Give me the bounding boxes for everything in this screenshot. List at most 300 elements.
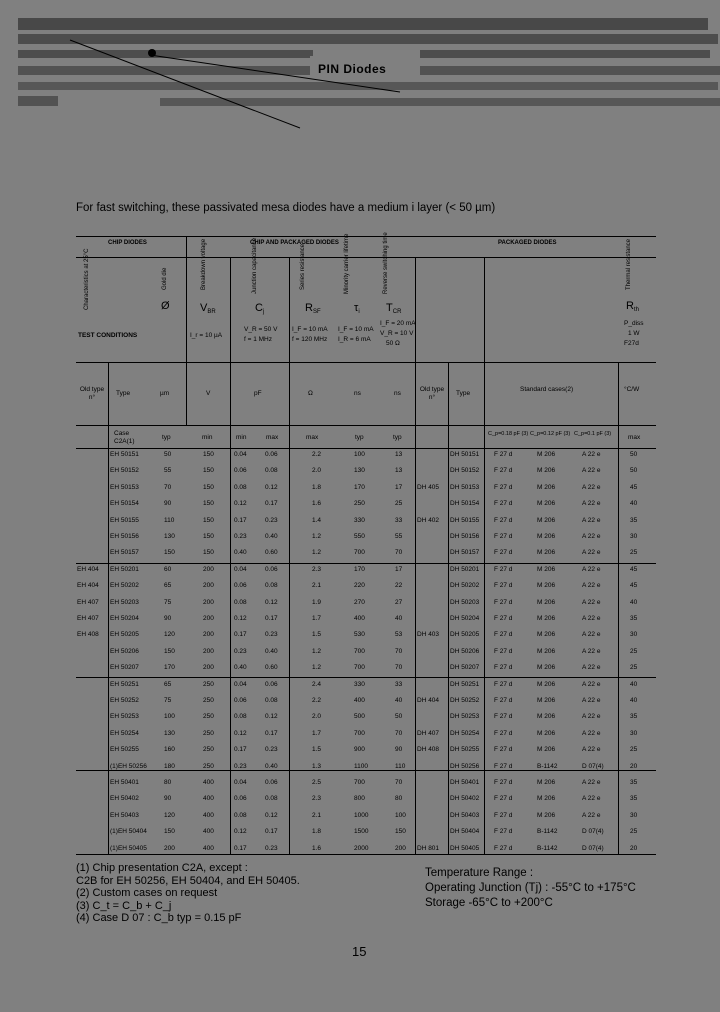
cell-cj-min: 0.08 (234, 811, 247, 819)
cell-rsf: 1.5 (312, 746, 322, 754)
cell-tcr: 13 (395, 451, 403, 458)
cell-case-2: M 206 (537, 565, 556, 573)
cell-type: EH 50201 (110, 565, 139, 573)
cell-rth: 40 (630, 697, 638, 704)
cell-type: EH 50151 (110, 451, 139, 458)
cell-tcr: 33 (395, 680, 403, 688)
thermal-header: Thermal resistance (626, 238, 632, 290)
cell-tcr: 90 (395, 746, 403, 754)
cell-case-3: A 22 e (582, 713, 601, 721)
cell-pkg-type: DH 50405 (450, 844, 480, 852)
cell-diameter: 100 (164, 713, 175, 721)
cell-pkg-type: DH 50156 (450, 533, 480, 540)
cell-diameter: 130 (164, 729, 175, 737)
cell-cj-min: 0.17 (234, 844, 247, 852)
cell-old-type: EH 404 (77, 582, 99, 590)
cell-rth: 30 (630, 729, 638, 737)
cell-vbr: 250 (203, 729, 214, 737)
cp-label-3: C_p=0.1 pF (3) (574, 431, 612, 437)
cell-case-2: B-1142 (537, 828, 558, 836)
cell-case-2: M 206 (537, 598, 556, 606)
cell-case-2: M 206 (537, 811, 556, 819)
cell-rsf: 1.9 (312, 598, 322, 606)
min-label-1: min (202, 434, 213, 441)
cell-tau: 170 (354, 483, 365, 491)
cell-vbr: 150 (203, 516, 214, 524)
cell-tcr: 150 (395, 828, 406, 836)
cell-tau: 500 (354, 713, 365, 721)
cell-rth: 25 (630, 647, 638, 655)
cell-type: EH 50254 (110, 729, 139, 737)
cell-tcr: 13 (395, 467, 403, 475)
cell-case-1: F 27 d (494, 680, 513, 688)
footnote-1: (1) Chip presentation C2A, except : (76, 862, 248, 874)
cell-case-3: A 22 e (582, 598, 601, 606)
cell-tcr: 40 (395, 697, 403, 704)
cell-case-2: M 206 (537, 615, 556, 622)
cell-diameter: 80 (164, 779, 172, 786)
cell-vbr: 200 (203, 565, 214, 573)
cell-rsf: 2.5 (312, 779, 322, 786)
cell-rsf: 2.0 (312, 713, 322, 721)
footnote-3: (3) C_t = C_b + C_j (76, 899, 172, 912)
cell-case-1: F 27 d (494, 500, 513, 508)
cell-cj-max: 0.12 (265, 713, 278, 721)
cell-vbr: 150 (203, 500, 214, 508)
cell-pkg-type: DH 50254 (450, 729, 480, 737)
unit-pf: pF (254, 390, 262, 397)
cell-case-2: M 206 (537, 664, 556, 672)
cell-cj-min: 0.17 (234, 631, 247, 639)
col-sep-pkg (484, 257, 485, 854)
cell-case-1: F 27 d (494, 828, 513, 836)
cell-type: (1)EH 50256 (110, 762, 147, 770)
cell-cj-max: 0.17 (265, 500, 278, 508)
cell-case-1: F 27 d (494, 647, 513, 655)
cell-pkg-type: DH 50152 (450, 467, 480, 475)
reverse-header: Reverse switching time (383, 232, 389, 294)
cell-rth: 50 (630, 451, 638, 458)
characteristics-header: Characteristics at 25°C (84, 248, 90, 310)
cell-rth: 35 (630, 779, 638, 786)
symbol-cj: $C_j$ (255, 302, 265, 315)
footnote-4: (4) Case D 07 : C_b typ = 0.15 pF (76, 912, 242, 924)
cell-case-3: A 22 e (582, 779, 601, 786)
cell-rth: 40 (630, 680, 638, 688)
cell-rsf: 1.6 (312, 500, 322, 508)
cell-case-3: A 22 e (582, 533, 601, 540)
cell-cj-max: 0.17 (265, 615, 278, 622)
cell-diameter: 130 (164, 533, 175, 540)
cell-rsf: 1.2 (312, 664, 322, 672)
cell-pkg-type: DH 50404 (450, 828, 480, 836)
cell-diameter: 55 (164, 467, 172, 475)
cell-case-2: M 206 (537, 483, 556, 491)
cell-tau: 100 (354, 451, 365, 458)
cell-tau: 400 (354, 615, 365, 622)
tc-th2: 1 W (628, 330, 640, 337)
cell-case-2: M 206 (537, 697, 556, 704)
col-sep-right (618, 362, 619, 854)
cell-rsf: 1.2 (312, 549, 322, 557)
cell-cj-min: 0.06 (234, 582, 247, 590)
cell-pkg-type: DH 50403 (450, 811, 480, 819)
cell-type: EH 50206 (110, 647, 139, 655)
cell-cj-min: 0.04 (234, 779, 247, 786)
cell-case-2: M 206 (537, 680, 556, 688)
cell-tcr: 27 (395, 598, 403, 606)
cell-tau: 400 (354, 697, 365, 704)
cell-cj-max: 0.06 (265, 779, 278, 786)
cell-case-3: A 22 e (582, 746, 601, 754)
cell-vbr: 250 (203, 762, 214, 770)
cp-label-2: C_p=0.12 pF (3) (530, 431, 571, 437)
cell-cj-min: 0.40 (234, 664, 247, 672)
cell-rsf: 1.5 (312, 631, 322, 639)
cell-cj-min: 0.17 (234, 746, 247, 754)
cell-pkg-type: DH 50201 (450, 565, 480, 573)
cell-diameter: 75 (164, 598, 172, 606)
cell-vbr: 400 (203, 811, 214, 819)
cell-tau: 550 (354, 533, 365, 540)
cell-old-type-2: DH 403 (417, 631, 440, 639)
cell-type: EH 50253 (110, 713, 139, 721)
cell-case-2: M 206 (537, 746, 556, 754)
col-sep-left (108, 362, 109, 854)
cell-vbr: 400 (203, 795, 214, 803)
cell-case-1: F 27 d (494, 533, 513, 540)
cell-diameter: 65 (164, 582, 172, 590)
cell-case-3: A 22 e (582, 451, 601, 458)
cell-tau: 800 (354, 795, 365, 803)
cell-tau: 700 (354, 729, 365, 737)
cell-rth: 45 (630, 582, 638, 590)
cell-type: EH 50156 (110, 533, 139, 540)
footnotes (76, 862, 300, 925)
cell-case-3: A 22 e (582, 582, 601, 590)
cell-rsf: 1.7 (312, 729, 322, 737)
cell-case-2: M 206 (537, 729, 556, 737)
cell-cj-max: 0.23 (265, 631, 278, 639)
cell-case-2: B-1142 (537, 762, 558, 770)
cell-case-1: F 27 d (494, 795, 513, 803)
col-sep-pf (289, 257, 290, 854)
cell-vbr: 150 (203, 451, 214, 458)
cell-case-2: M 206 (537, 533, 556, 540)
cell-cj-max: 0.23 (265, 746, 278, 754)
type-label: Type (116, 390, 131, 397)
chip-diodes-header: CHIP DIODES (108, 240, 147, 246)
cell-diameter: 70 (164, 483, 172, 491)
cell-case-1: F 27 d (494, 598, 513, 606)
cell-tcr: 55 (395, 533, 403, 540)
cell-diameter: 150 (164, 549, 175, 557)
cell-tcr: 110 (395, 762, 406, 770)
symbol-diameter: Ø (161, 300, 170, 312)
cell-rsf: 1.4 (312, 516, 322, 524)
cell-pkg-type: DH 50252 (450, 697, 480, 704)
cell-cj-min: 0.08 (234, 483, 247, 491)
max-label-3: max (628, 434, 641, 441)
cell-cj-max: 0.17 (265, 729, 278, 737)
cell-tcr: 50 (395, 713, 403, 721)
cell-tcr: 25 (395, 500, 403, 508)
cell-cj-max: 0.08 (265, 582, 278, 590)
symbol-tau: $\tau_i$ (354, 302, 360, 315)
cell-case-2: M 206 (537, 713, 556, 721)
cell-vbr: 400 (203, 779, 214, 786)
cell-case-1: F 27 d (494, 746, 513, 754)
cell-cj-min: 0.12 (234, 615, 247, 622)
table-top-rule (76, 236, 656, 237)
cell-rth: 25 (630, 828, 638, 836)
tc-rev1: I_F = 20 mA (380, 320, 416, 327)
cp-label-1: C_p=0.18 pF (3) (488, 431, 529, 437)
temperature-range (425, 866, 636, 911)
cell-cj-max: 0.23 (265, 844, 278, 852)
cell-old-type: EH 407 (77, 598, 99, 606)
cell-type: EH 50403 (110, 811, 139, 819)
cell-vbr: 200 (203, 664, 214, 672)
cell-pkg-type: DH 50155 (450, 516, 480, 524)
gold-die-header: Gold die (162, 267, 168, 290)
cell-vbr: 250 (203, 697, 214, 704)
cell-pkg-type: DH 50206 (450, 647, 480, 655)
cell-vbr: 200 (203, 615, 214, 622)
cell-rth: 45 (630, 483, 638, 491)
cell-cj-max: 0.40 (265, 762, 278, 770)
cell-tcr: 22 (395, 582, 403, 590)
temperature-title: Temperature Range : (425, 867, 534, 879)
cell-pkg-type: DH 50401 (450, 779, 480, 786)
cell-rth: 30 (630, 811, 638, 819)
banner-title: PIN Diodes (318, 62, 387, 76)
chip-packaged-header: CHIP AND PACKAGED DIODES (250, 240, 339, 246)
cell-case-3: D 07(4) (582, 828, 604, 836)
cell-tcr: 40 (395, 615, 403, 622)
cell-old-type-2: DH 402 (417, 516, 440, 524)
cell-vbr: 200 (203, 598, 214, 606)
tc-ir: I_r = 10 µA (190, 332, 223, 339)
cell-diameter: 65 (164, 680, 172, 688)
cell-case-1: F 27 d (494, 516, 513, 524)
cell-rth: 45 (630, 565, 638, 573)
cell-type: EH 50153 (110, 483, 139, 491)
cell-cj-min: 0.08 (234, 713, 247, 721)
cell-type: EH 50152 (110, 467, 139, 475)
cell-diameter: 150 (164, 647, 175, 655)
cell-pkg-type: DH 50256 (450, 762, 480, 770)
cell-old-type-2: DH 407 (417, 729, 440, 737)
cell-diameter: 160 (164, 746, 175, 754)
cell-case-1: F 27 d (494, 582, 513, 590)
cell-tcr: 70 (395, 664, 403, 672)
cell-case-2: M 206 (537, 779, 556, 786)
tc-th1: P_diss (624, 320, 644, 327)
cell-tau: 1500 (354, 828, 369, 836)
cell-pkg-type: DH 50151 (450, 451, 480, 458)
cell-case-1: F 27 d (494, 451, 513, 458)
cell-diameter: 75 (164, 697, 172, 704)
footnote-1-cont: C2B for EH 50256, EH 50404, and EH 50405. (76, 874, 300, 887)
cell-type: EH 50157 (110, 549, 139, 557)
tc-th3: F27d (624, 340, 639, 347)
test-conditions-label: TEST CONDITIONS (78, 332, 138, 339)
cell-cj-max: 0.06 (265, 565, 278, 573)
cell-case-2: M 206 (537, 647, 556, 655)
cell-cj-min: 0.12 (234, 828, 247, 836)
cell-tau: 270 (354, 598, 365, 606)
cell-case-2: M 206 (537, 631, 556, 639)
col-sep-chip (186, 236, 187, 426)
cell-case-3: A 22 e (582, 500, 601, 508)
max-label-2: max (306, 434, 319, 441)
cell-rth: 35 (630, 615, 638, 622)
cell-rsf: 2.2 (312, 451, 322, 458)
cell-cj-min: 0.23 (234, 647, 247, 655)
footnote-2: (2) Custom cases on request (76, 887, 218, 899)
minority-header: Minority carrier lifetime (344, 233, 350, 294)
cell-cj-max: 0.23 (265, 516, 278, 524)
standard-cases-label: Standard cases(2) (520, 386, 574, 393)
cell-vbr: 250 (203, 680, 214, 688)
cell-case-2: B-1142 (537, 844, 558, 852)
cell-type: EH 50205 (110, 631, 139, 639)
cell-diameter: 110 (164, 516, 175, 524)
cell-cj-max: 0.06 (265, 451, 278, 458)
cell-pkg-type: DH 50202 (450, 582, 480, 590)
cell-tau: 700 (354, 664, 365, 672)
cell-rth: 40 (630, 598, 638, 606)
cell-case-3: A 22 e (582, 729, 601, 737)
cell-diameter: 90 (164, 615, 172, 622)
cell-case-3: A 22 e (582, 549, 601, 557)
cell-cj-min: 0.06 (234, 795, 247, 803)
cell-rth: 35 (630, 713, 638, 721)
cell-case-3: A 22 e (582, 615, 601, 622)
cell-cj-min: 0.23 (234, 533, 247, 540)
cell-vbr: 250 (203, 746, 214, 754)
cell-case-1: F 27 d (494, 467, 513, 475)
typ-label-1: typ (162, 434, 171, 441)
cell-pkg-type: DH 50251 (450, 680, 480, 688)
unit-ns-1: ns (354, 390, 361, 397)
cell-cj-min: 0.04 (234, 451, 247, 458)
cell-case-3: A 22 e (582, 467, 601, 475)
cell-type: (1)EH 50404 (110, 828, 147, 836)
cell-rsf: 2.3 (312, 565, 322, 573)
cell-pkg-type: DH 50253 (450, 713, 480, 721)
cell-rth: 30 (630, 631, 638, 639)
cell-tau: 330 (354, 516, 365, 524)
cell-case-1: F 27 d (494, 549, 513, 557)
cell-old-type-2: DH 405 (417, 483, 440, 491)
cell-diameter: 50 (164, 451, 172, 458)
tc-res1: I_F = 10 mA (292, 326, 328, 333)
cell-vbr: 150 (203, 549, 214, 557)
tc-tau1: I_F = 10 mA (338, 326, 374, 333)
cell-diameter: 120 (164, 631, 175, 639)
cell-rsf: 1.8 (312, 828, 322, 836)
cell-case-2: M 206 (537, 549, 556, 557)
cell-tau: 1100 (354, 762, 368, 770)
cell-tcr: 53 (395, 631, 403, 639)
cell-rth: 25 (630, 549, 638, 557)
cell-diameter: 170 (164, 664, 175, 672)
tc-cap1: V_R = 50 V (244, 326, 278, 333)
cell-rsf: 2.4 (312, 680, 322, 688)
temperature-operating: Operating Junction (Tj) : -55°C to +175°C (425, 882, 636, 894)
cell-tau: 130 (354, 467, 365, 475)
cell-tcr: 70 (395, 549, 403, 557)
tc-rev2: V_R = 10 V (380, 330, 414, 337)
cell-rth: 35 (630, 795, 638, 803)
cell-old-type: EH 408 (77, 631, 99, 639)
cell-tcr: 200 (395, 844, 406, 852)
cell-case-3: A 22 e (582, 647, 601, 655)
cell-tau: 700 (354, 647, 365, 655)
unit-v: V (206, 390, 211, 397)
cell-rsf: 2.3 (312, 795, 322, 803)
cell-tcr: 33 (395, 516, 403, 524)
cell-old-type: EH 404 (77, 565, 99, 573)
cell-cj-max: 0.06 (265, 680, 278, 688)
cell-case-3: A 22 e (582, 664, 601, 672)
symbol-vbr: $V_{BR}$ (200, 302, 216, 315)
cell-cj-max: 0.60 (265, 549, 278, 557)
old-type-label-2: Old type n° (419, 386, 445, 401)
cell-case-3: A 22 e (582, 811, 601, 819)
tc-rev3: 50 Ω (386, 340, 400, 347)
cell-vbr: 250 (203, 713, 214, 721)
cell-cj-max: 0.40 (265, 647, 278, 655)
cell-rsf: 1.8 (312, 483, 322, 491)
cell-case-1: F 27 d (494, 729, 513, 737)
cell-pkg-type: DH 50154 (450, 500, 480, 508)
cell-tau: 170 (354, 565, 365, 573)
cell-diameter: 60 (164, 565, 172, 573)
cell-rsf: 1.2 (312, 647, 322, 655)
cell-vbr: 150 (203, 533, 214, 540)
cell-cj-min: 0.12 (234, 500, 247, 508)
cell-rsf: 2.0 (312, 467, 322, 475)
cell-type: EH 50402 (110, 795, 139, 803)
cell-vbr: 400 (203, 828, 214, 836)
cell-cj-min: 0.04 (234, 680, 247, 688)
group-rule-1 (76, 563, 656, 564)
cell-type: EH 50252 (110, 697, 139, 704)
cell-cj-min: 0.17 (234, 516, 247, 524)
cell-case-3: D 07(4) (582, 762, 604, 770)
cell-vbr: 200 (203, 631, 214, 639)
cell-pkg-type: DH 50255 (450, 746, 480, 754)
cell-type: EH 50204 (110, 615, 139, 622)
cell-case-2: M 206 (537, 467, 556, 475)
cell-cj-min: 0.12 (234, 729, 247, 737)
cell-pkg-type: DH 50205 (450, 631, 480, 639)
cell-diameter: 150 (164, 828, 175, 836)
cell-rth: 30 (630, 533, 638, 540)
cell-vbr: 200 (203, 647, 214, 655)
symbol-rth: $R_{th}$ (626, 300, 639, 313)
temperature-storage: Storage -65°C to +200°C (425, 897, 553, 909)
cell-case-3: D 07(4) (582, 844, 604, 852)
unit-ohm: Ω (308, 390, 313, 397)
col-sep-type2 (448, 362, 449, 854)
cell-tcr: 80 (395, 795, 403, 803)
cell-cj-min: 0.40 (234, 549, 247, 557)
cell-diameter: 180 (164, 762, 175, 770)
